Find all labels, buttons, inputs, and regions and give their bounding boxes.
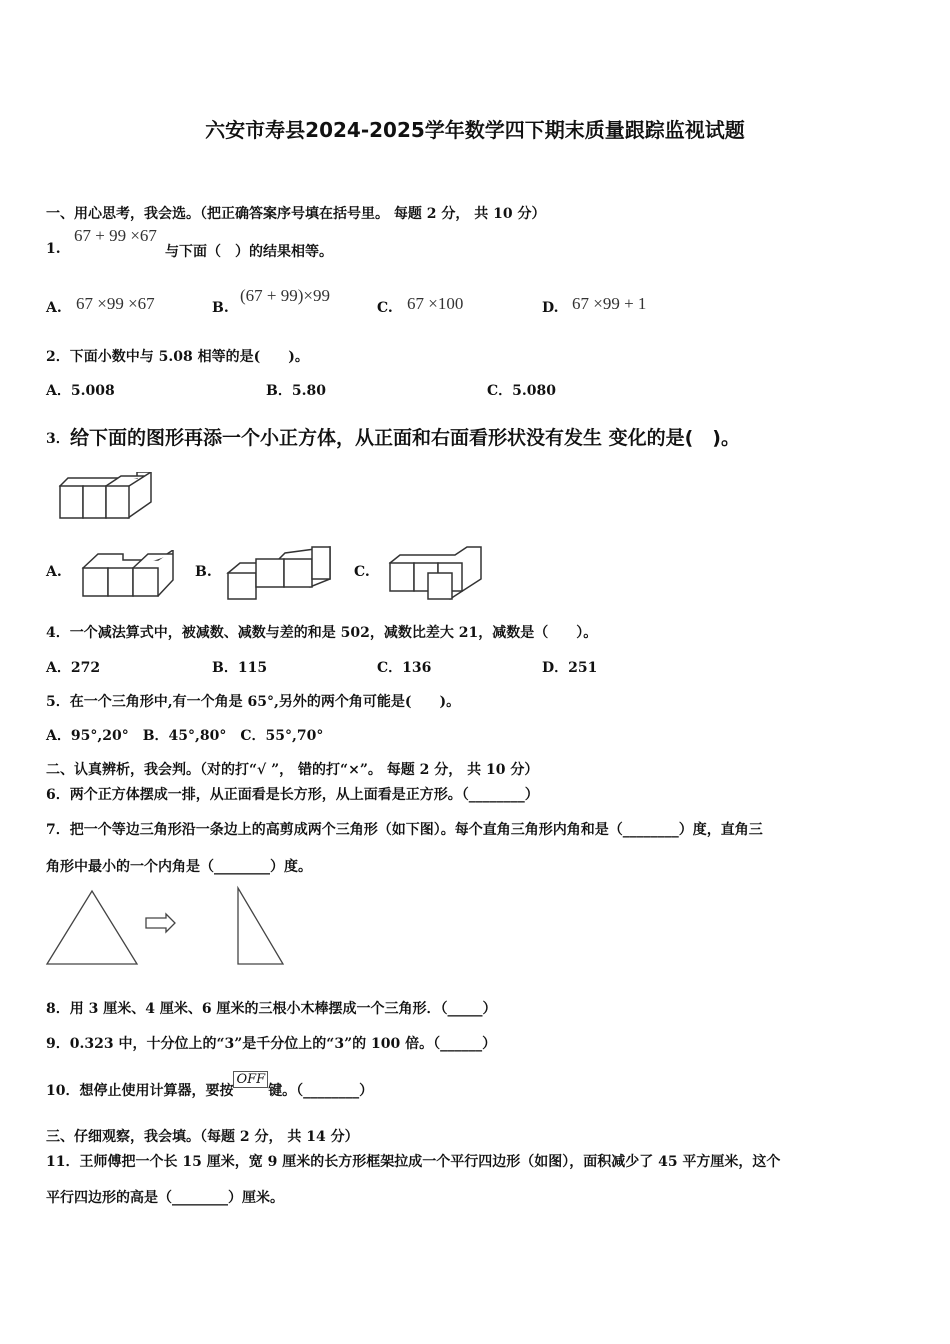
q3-option-a-label: A. bbox=[46, 564, 62, 580]
off-key-icon: OFF bbox=[233, 1071, 268, 1088]
q1-option-c: 67 ×100 bbox=[407, 294, 464, 313]
q2-option-b: B．5.80 bbox=[266, 383, 326, 399]
q1-text: 与下面（ ）的结果相等。 bbox=[165, 244, 333, 260]
q3-original-figure bbox=[55, 472, 155, 522]
q4-option-d: D．251 bbox=[542, 660, 598, 676]
page-title: 六安市寿县2024-2025学年数学四下期末质量跟踪监视试题 bbox=[205, 118, 745, 142]
q9-text: 9．0.323 中，十分位上的“3”是千分位上的“3”的 100 倍。（______） bbox=[46, 1036, 497, 1052]
q4-option-a: A．272 bbox=[46, 660, 101, 676]
q3-number: 3． bbox=[46, 431, 70, 447]
q11-text-line2: 平行四边形的高是（________）厘米。 bbox=[46, 1190, 284, 1206]
q3-option-b-label: B. bbox=[195, 564, 212, 580]
q1-option-d: 67 ×99 + 1 bbox=[572, 294, 647, 313]
q1-option-c-label: C. bbox=[377, 300, 393, 316]
q3-option-c-label: C. bbox=[354, 564, 370, 580]
q7-text-line2: 角形中最小的一个内角是（________）度。 bbox=[46, 859, 312, 875]
q1-option-d-label: D. bbox=[542, 300, 559, 316]
section-2-heading: 二、认真辨析，我会判。（对的打“√ ”， 错的打“×”。 每题 2 分， 共 10 分） bbox=[46, 762, 539, 778]
q5-options: A．95°,20° B．45°,80° C．55°,70° bbox=[46, 728, 324, 744]
q3-text: 给下面的图形再添一个小正方体，从正面和右面看形状没有发生 变化的是( )。 bbox=[70, 427, 740, 449]
q3-option-b-figure bbox=[225, 545, 335, 601]
q5-text: 5．在一个三角形中,有一个角是 65°,另外的两个角可能是( )。 bbox=[46, 694, 461, 710]
q4-option-b: B．115 bbox=[212, 660, 268, 676]
q1-option-b: (67 + 99)×99 bbox=[240, 286, 330, 305]
q10-text bbox=[46, 1072, 374, 1100]
q3-option-c-figure bbox=[385, 545, 485, 601]
section-3-heading: 三、仔细观察，我会填。（每题 2 分， 共 14 分） bbox=[46, 1129, 359, 1145]
q10-after: 键。（________） bbox=[268, 1083, 374, 1099]
q7-triangle-figure bbox=[40, 885, 300, 970]
q10-before: 10．想停止使用计算器，要按 bbox=[46, 1083, 234, 1099]
q1-option-b-label: B. bbox=[212, 300, 229, 316]
q1-number: 1. bbox=[46, 241, 61, 257]
q1-expression: 67 + 99 ×67 bbox=[74, 226, 157, 245]
q4-option-c: C．136 bbox=[377, 660, 432, 676]
q2-option-c: C．5.080 bbox=[487, 383, 556, 399]
q4-text: 4．一个减法算式中，被减数、减数与差的和是 502，减数比差大 21，减数是（ ）。 bbox=[46, 625, 598, 641]
q7-text-line1: 7．把一个等边三角形沿一条边上的高剪成两个三角形（如下图）。每个直角三角形内角和是（________）度，直角三 bbox=[46, 822, 763, 838]
q8-text: 8．用 3 厘米、4 厘米、6 厘米的三根小木棒摆成一个三角形．（_____） bbox=[46, 1001, 497, 1017]
q1-option-a-label: A. bbox=[46, 300, 62, 316]
q3-option-a-figure bbox=[78, 550, 178, 600]
q1-option-a: 67 ×99 ×67 bbox=[76, 294, 155, 313]
q6-text: 6．两个正方体摆成一排，从正面看是长方形，从上面看是正方形。（________） bbox=[46, 787, 539, 803]
q2-option-a: A．5.008 bbox=[46, 383, 115, 399]
q11-text-line1: 11．王师傅把一个长 15 厘米，宽 9 厘米的长方形框架拉成一个平行四边形（如图），面积减少了 45 平方厘米，这个 bbox=[46, 1154, 781, 1170]
q2-text: 2．下面小数中与 5.08 相等的是( )。 bbox=[46, 349, 309, 365]
section-1-heading: 一、用心思考，我会选。（把正确答案序号填在括号里。 每题 2 分， 共 10 分） bbox=[46, 206, 546, 222]
